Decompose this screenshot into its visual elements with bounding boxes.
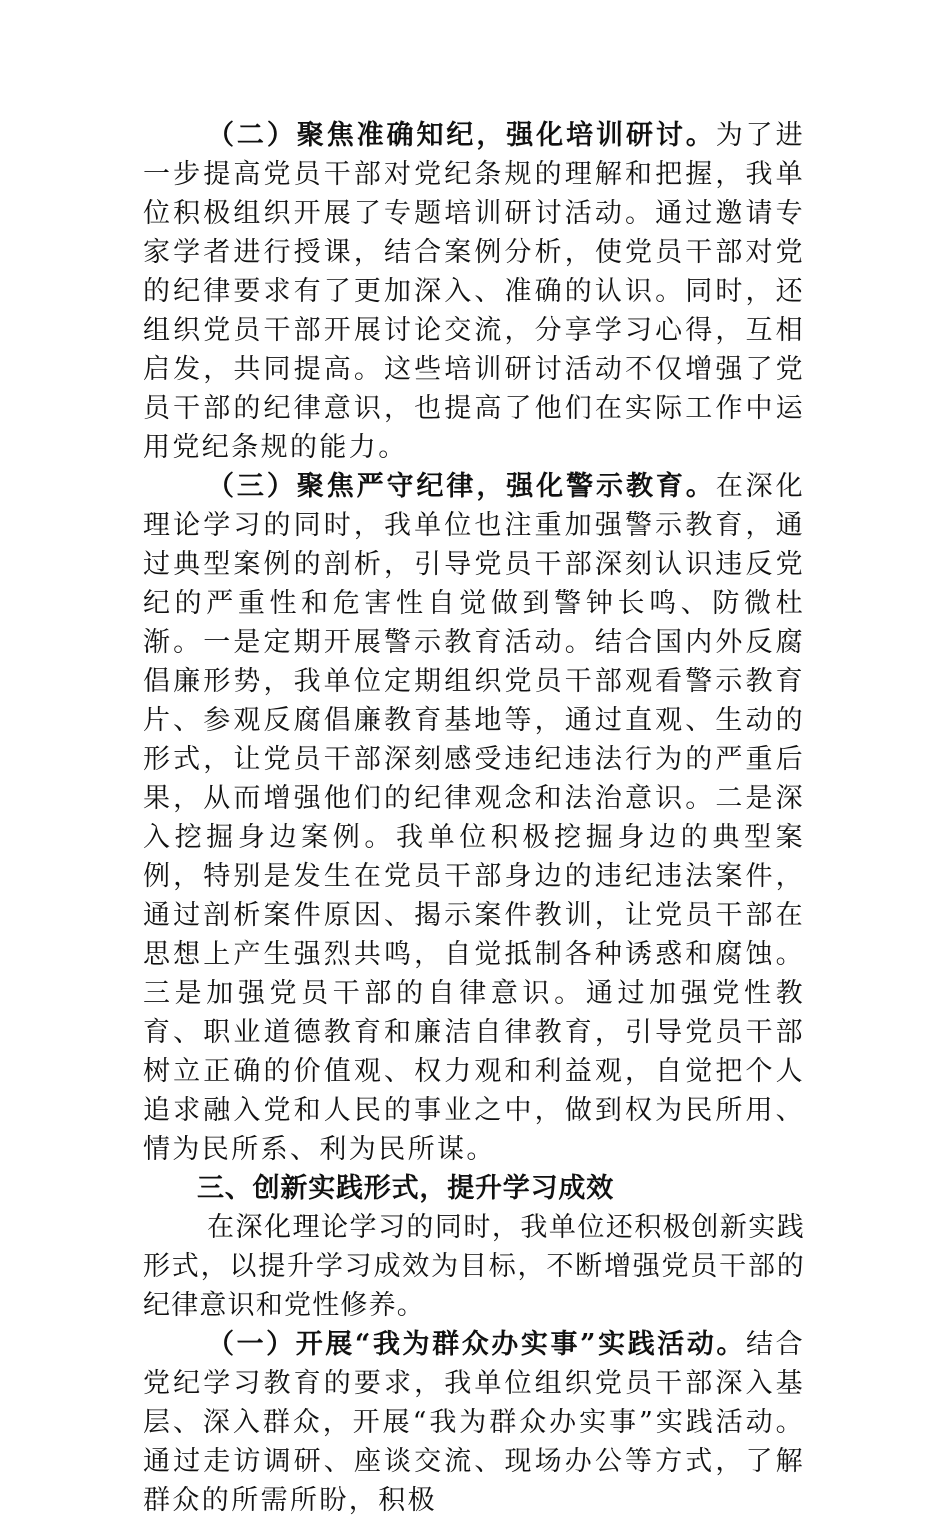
section-3-1-title: （一）开展“我为群众办实事”实践活动。	[207, 1329, 746, 1360]
section-3-heading: 三、创新实践形式，提升学习成效	[197, 1173, 614, 1204]
document-body	[143, 116, 805, 1520]
section-2-2-body: 为了进一步提高党员干部对党纪条规的理解和把握，我单位积极组织开展了专题培训研讨活动。通过邀请专家学者进行授课，结合案例分析，使党员干部对党的纪律要求有了更加深入、准确的认识。同时，还组织党员干部开展讨论交流，分享学习心得，互相启发，共同提高。这些培训研讨活动不仅增强了党员干部的纪律意识，也提高了他们在实际工作中运用党纪条规的能力。	[143, 120, 805, 463]
section-3-intro: 在深化理论学习的同时，我单位还积极创新实践形式，以提升学习成效为目标，不断增强党员干部的纪律意识和党性修养。	[143, 1212, 805, 1321]
paragraph-section-2-2	[143, 116, 805, 467]
section-2-3-body: 在深化理论学习的同时，我单位也注重加强警示教育，通过典型案例的剖析，引导党员干部深刻认识违反党纪的严重性和危害性自觉做到警钟长鸣、防微杜渐。一是定期开展警示教育活动。结合国内外反腐倡廉形势，我单位定期组织党员干部观看警示教育片、参观反腐倡廉教育基地等，通过直观、生动的形式，让党员干部深刻感受违纪违法行为的严重后果，从而增强他们的纪律观念和法治意识。二是深入挖掘身边案例。我单位积极挖掘身边的典型案例，特别是发生在党员干部身边的违纪违法案件，通过剖析案件原因、揭示案件教训，让党员干部在思想上产生强烈共鸣，自觉抵制各种诱惑和腐蚀。三是加强党员干部的自律意识。通过加强党性教育、职业道德教育和廉洁自律教育，引导党员干部树立正确的价值观、权力观和利益观，自觉把个人追求融入党和人民的事业之中，做到权为民所用、情为民所系、利为民所谋。	[143, 471, 805, 1165]
paragraph-section-3-1	[143, 1325, 805, 1520]
section-2-3-title: （三）聚焦严守纪律，强化警示教育。	[207, 471, 716, 502]
section-3-1-body: 结合党纪学习教育的要求，我单位组织党员干部深入基层、深入群众，开展“我为群众办实事”实践活动。通过走访调研、座谈交流、现场办公等方式，了解群众的所需所盼，积极	[143, 1329, 805, 1516]
paragraph-section-2-3	[143, 467, 805, 1169]
section-2-2-title: （二）聚焦准确知纪，强化培训研讨。	[207, 120, 716, 151]
